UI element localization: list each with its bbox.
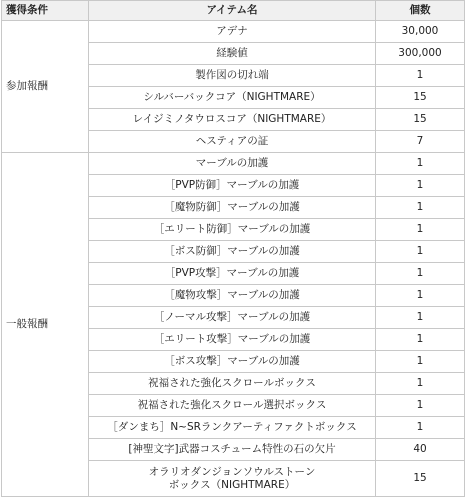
condition-cell: 一般報酬 xyxy=(2,153,89,497)
item-name-cell: ［ダンまち］N~SRランクアーティファクトボックス xyxy=(89,417,376,439)
table-row xyxy=(2,21,465,43)
count-cell: 1 xyxy=(376,241,465,263)
count-cell: 1 xyxy=(376,263,465,285)
count-cell: 300,000 xyxy=(376,43,465,65)
item-name-cell: ［ボス防御］マーブルの加護 xyxy=(89,241,376,263)
participation-reward-group xyxy=(2,21,465,153)
count-cell: 1 xyxy=(376,153,465,175)
count-cell: 40 xyxy=(376,439,465,461)
item-name-cell: 祝福された強化スクロールボックス xyxy=(89,373,376,395)
count-cell: 15 xyxy=(376,87,465,109)
item-name-cell: ［ボス攻撃］マーブルの加護 xyxy=(89,351,376,373)
header-item-name: アイテム名 xyxy=(89,1,376,21)
reward-table xyxy=(1,0,465,497)
count-cell: 15 xyxy=(376,109,465,131)
count-cell: 1 xyxy=(376,197,465,219)
count-cell: 1 xyxy=(376,219,465,241)
count-cell: 1 xyxy=(376,351,465,373)
item-name-cell: 製作図の切れ端 xyxy=(89,65,376,87)
count-cell: 1 xyxy=(376,175,465,197)
count-cell: 1 xyxy=(376,373,465,395)
item-name-cell: ［エリート防御］マーブルの加護 xyxy=(89,219,376,241)
count-cell: 1 xyxy=(376,285,465,307)
item-name-cell: ［ノーマル攻撃］マーブルの加護 xyxy=(89,307,376,329)
table-header-row xyxy=(2,1,465,21)
general-reward-group xyxy=(2,153,465,497)
item-name-cell: ［魔物防御］マーブルの加護 xyxy=(89,197,376,219)
item-name-cell: シルバーバックコア（NIGHTMARE） xyxy=(89,87,376,109)
item-name-cell: ［PVP攻撃］マーブルの加護 xyxy=(89,263,376,285)
table-row xyxy=(2,153,465,175)
item-name-cell: レイジミノタウロスコア（NIGHTMARE） xyxy=(89,109,376,131)
count-cell: 15 xyxy=(376,461,465,497)
item-name-cell xyxy=(89,461,376,497)
item-name-cell: ［魔物攻撃］マーブルの加護 xyxy=(89,285,376,307)
item-name-cell: 経験値 xyxy=(89,43,376,65)
count-cell: 1 xyxy=(376,65,465,87)
header-condition: 獲得条件 xyxy=(2,1,89,21)
item-name-cell: [神聖文字]武器コスチューム特性の石の欠片 xyxy=(89,439,376,461)
item-name-line-1: オラリオダンジョンソウルストーン xyxy=(148,465,316,478)
count-cell: 30,000 xyxy=(376,21,465,43)
count-cell: 1 xyxy=(376,307,465,329)
item-name-cell: 祝福された強化スクロール選択ボックス xyxy=(89,395,376,417)
count-cell: 1 xyxy=(376,417,465,439)
item-name-cell: ヘスティアの証 xyxy=(89,131,376,153)
count-cell: 7 xyxy=(376,131,465,153)
count-cell: 1 xyxy=(376,329,465,351)
condition-cell: 参加報酬 xyxy=(2,21,89,153)
count-cell: 1 xyxy=(376,395,465,417)
item-name-cell: ［PVP防御］マーブルの加護 xyxy=(89,175,376,197)
item-name-cell: ［エリート攻撃］マーブルの加護 xyxy=(89,329,376,351)
item-name-cell: アデナ xyxy=(89,21,376,43)
item-name-line-2: ボックス（NIGHTMARE） xyxy=(168,478,296,491)
header-count: 個数 xyxy=(376,1,465,21)
item-name-cell: マーブルの加護 xyxy=(89,153,376,175)
